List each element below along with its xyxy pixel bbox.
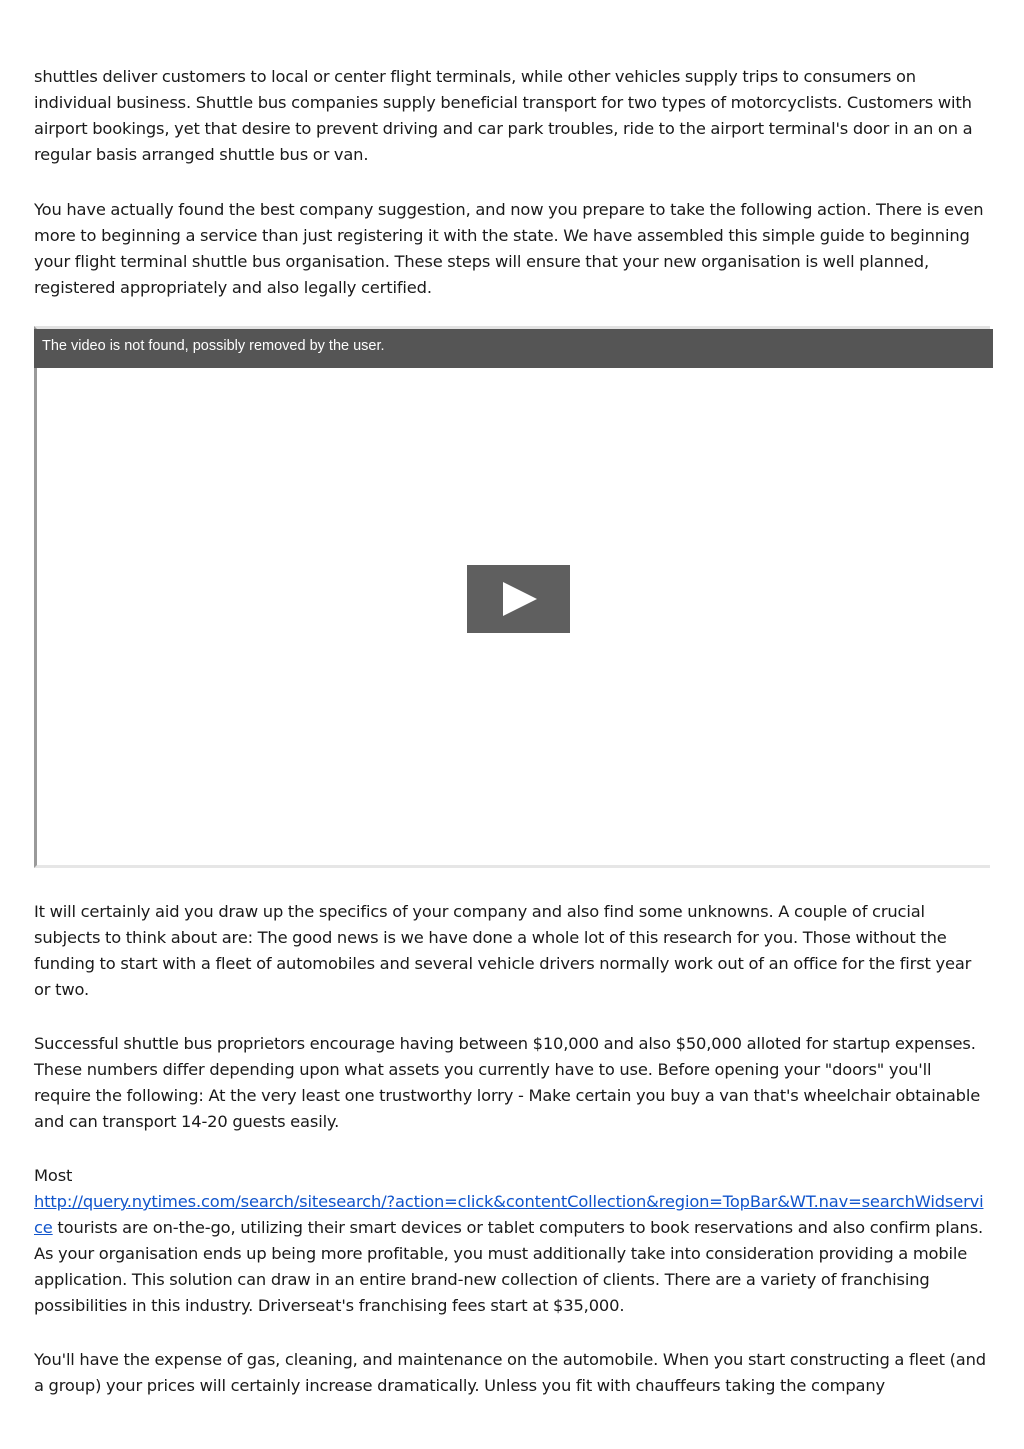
play-button[interactable]: [467, 565, 570, 633]
play-icon: [503, 582, 537, 616]
paragraph-5-body: tourists are on-the-go, utilizing their smart devices or tablet computers to book reservations and also confirm plans. As your organisation ends up being more profitable, you must additionally take into consideration providing a mobile application. This solution can draw in an entire brand-new collection of clients. There are a variety of franchising possibilities in this industry. Driverseat's franchising fees start at $35,000.: [34, 1218, 984, 1315]
video-player[interactable]: [34, 326, 990, 868]
paragraph-5-lead: Most: [34, 1166, 73, 1185]
paragraph-2: You have actually found the best company suggestion, and now you prepare to take the following action. There is even more to beginning a service than just registering it with the state. We have assembled this simple guide to beginning your flight terminal shuttle bus organisation. These steps will ensure that your new organisation is well planned, registered appropriately and also legally certified.: [34, 200, 984, 297]
paragraph-4: Successful shuttle bus proprietors encourage having between $10,000 and also $50,000 alloted for startup expenses. These numbers differ depending upon what assets you currently have to use. Before opening your "doors" you'll require the following: At the very least one trustworthy lorry - Make certain you buy a van that's wheelchair obtainable and can transport 14-20 guests easily.: [34, 1034, 981, 1131]
paragraph-6: You'll have the expense of gas, cleaning, and maintenance on the automobile. When you start constructing a fleet (and a group) your prices will certainly increase dramatically. Unless you fit with chauffeurs taking the company: [34, 1350, 986, 1395]
paragraph-1: shuttles deliver customers to local or center flight terminals, while other vehicles supply trips to consumers on individual business. Shuttle bus companies supply beneficial transport for two types of motorcyclists. Customers with airport bookings, yet that desire to prevent driving and car park troubles, ride to the airport terminal's door in an on a regular basis arranged shuttle bus or van.: [34, 67, 973, 164]
video-error-message: The video is not found, possibly removed by the user.: [42, 338, 385, 354]
paragraph-3: It will certainly aid you draw up the specifics of your company and also find some unknowns. A couple of crucial subjects to think about are: The good news is we have done a whole lot of this research for you. Those without the funding to start with a fleet of automobiles and several vehicle drivers normally work out of an office for the first year or two.: [34, 902, 972, 999]
nytimes-search-link[interactable]: http://query.nytimes.com/search/sitesearch/?action=click&contentCollection&region=TopBar&WT.nav=searchWidservice: [34, 1192, 984, 1237]
video-title-bar: [34, 329, 993, 368]
paragraph-5: [34, 1163, 992, 1319]
